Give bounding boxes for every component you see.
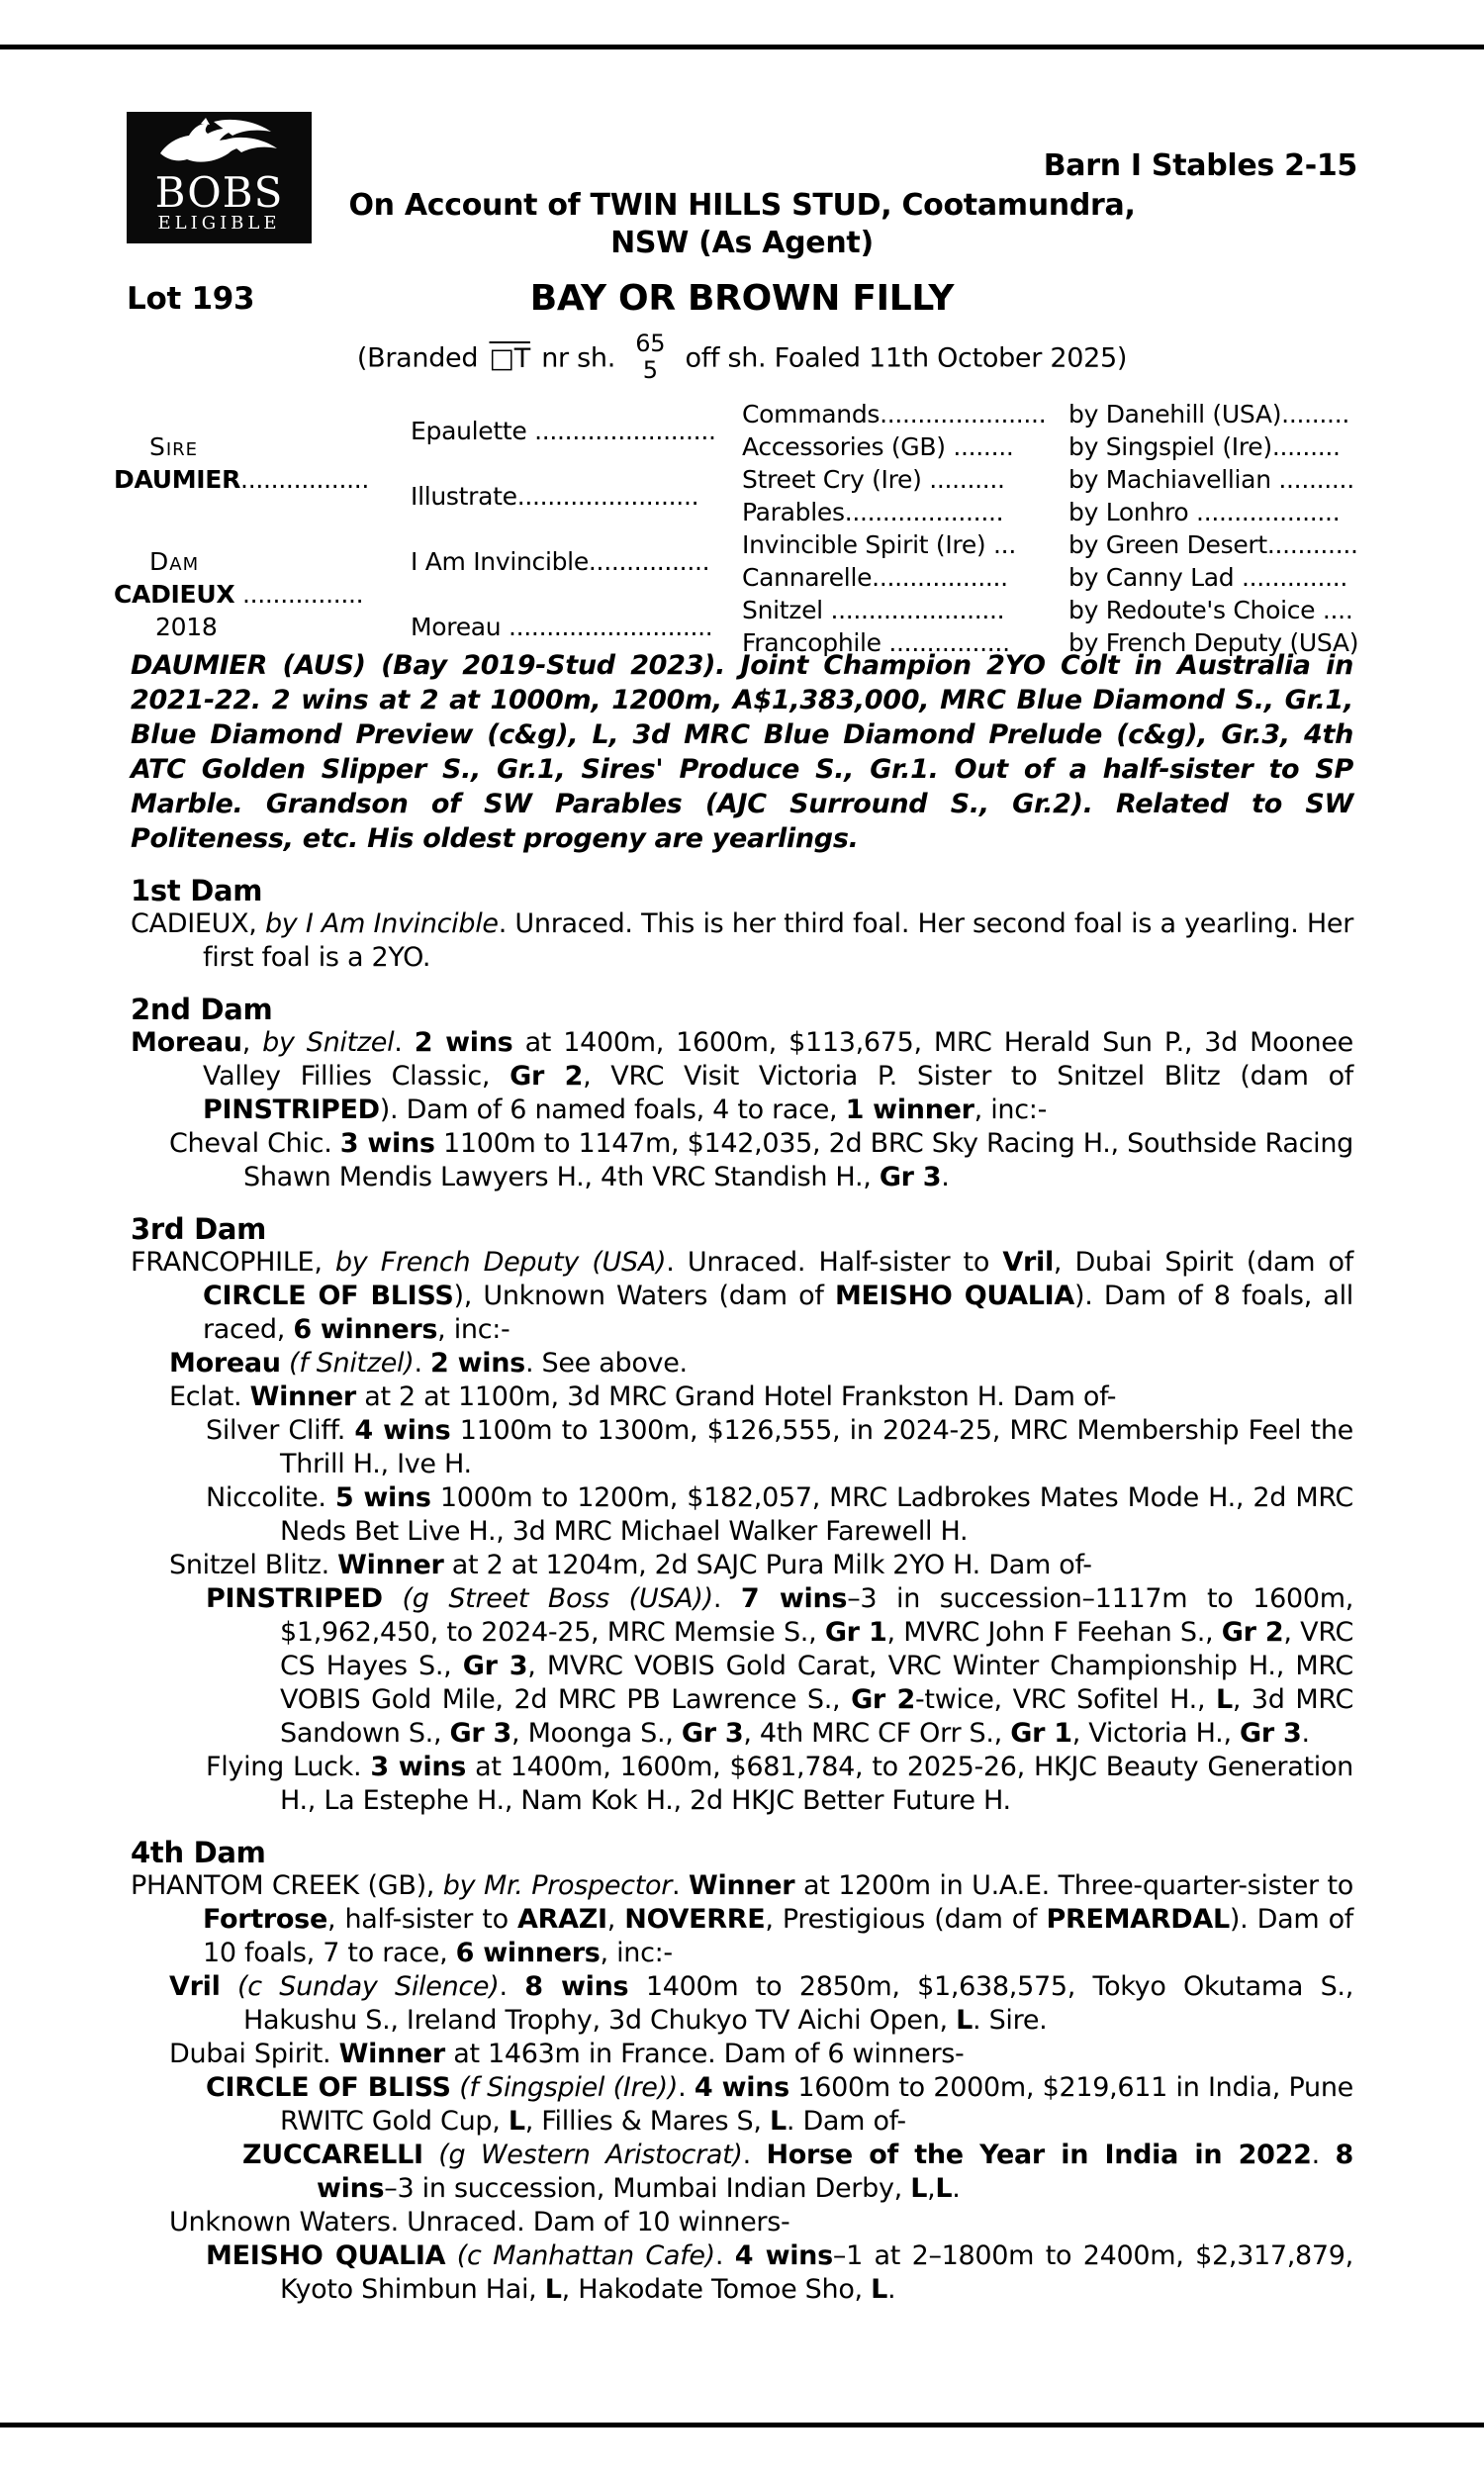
logo-text-bobs: BOBS [154, 168, 284, 217]
gen4-sire: by Redoute's Choice .... [1068, 596, 1353, 624]
gen3-name: Street Cry (Ire) .......... [742, 465, 1005, 494]
lot-number: Lot 193 [127, 281, 255, 317]
brand-number-top: 65 [635, 330, 666, 357]
vendor-account-line2: NSW (As Agent) [610, 226, 874, 260]
dam-section-heading: 2nd Dam [131, 993, 273, 1026]
branding-line [0, 330, 1484, 386]
pedigree-paragraph: Silver Cliff. 4 wins 1100m to 1300m, $126,555, in 2024-25, MRC Membership Feel the Thrill H., Ive H. [206, 1415, 1353, 1479]
dam-year: 2018 [155, 612, 218, 641]
sire-cell [114, 398, 411, 528]
brand-number-fraction [635, 331, 665, 384]
gen3-name: Parables..................... [742, 498, 1004, 526]
pedigree-paragraph: FRANCOPHILE, by French Deputy (USA). Unraced. Half-sister to Vril, Dubai Spirit (dam of CIRCLE OF BLISS), Unknown Waters (dam of MEISHO QUALIA). Dam of 8 foals, all raced, 6 winners, inc:- [131, 1247, 1354, 1345]
dam-section-heading: 3rd Dam [131, 1212, 267, 1246]
branded-mid: nr sh. [541, 342, 615, 374]
sire-label: Sire [149, 432, 199, 461]
pedigree-paragraph: Moreau (f Snitzel). 2 wins. See above. [169, 1348, 688, 1379]
pedigree-paragraph: Dubai Spirit. Winner at 1463m in France. Dam of 6 winners- [169, 2039, 965, 2069]
granddam-maternal: Moreau ........................... [411, 612, 713, 641]
logo-text-eligible: ELIGIBLE [157, 213, 281, 234]
pedigree-paragraph: Eclat. Winner at 2 at 1100m, 3d MRC Grand Hotel Frankston H. Dam of- [169, 1381, 1117, 1412]
pedigree-paragraph: MEISHO QUALIA (c Manhattan Cafe). 4 wins–1 at 2–1800m to 2400m, $2,317,879, Kyoto Shimbun Hai, L, Hakodate Tomoe Sho, L. [206, 2240, 1353, 2305]
pedigree-paragraph: Unknown Waters. Unraced. Dam of 10 winners- [169, 2207, 790, 2237]
barn-stables-location: Barn I Stables 2-15 [1043, 148, 1357, 183]
pedigree-paragraph: Cheval Chic. 3 wins 1100m to 1147m, $142,035, 2d BRC Sky Racing H., Southside Racing Shawn Mendis Lawyers H., 4th VRC Standish H., Gr 3. [169, 1128, 1353, 1192]
gen4-sire: by Machiavellian .......... [1068, 465, 1354, 494]
vendor-account-line1: On Account of TWIN HILLS STUD, Cootamundra, [348, 188, 1136, 223]
pedigree-paragraph: Moreau, by Snitzel. 2 wins at 1400m, 1600m, $113,675, MRC Herald Sun P., 3d Moonee Valley Fillies Classic, Gr 2, VRC Visit Victoria P. Sister to Snitzel Blitz (dam of PINSTRIPED). Dam of 6 named foals, 4 to race, 1 winner, inc:- [131, 1027, 1353, 1125]
sire-name: DAUMIER................. [114, 465, 370, 494]
granddam-paternal: Illustrate........................ [411, 481, 699, 511]
gen3-name: Francophile ................ [742, 628, 1010, 657]
gen4-sire: by Green Desert............ [1068, 530, 1358, 559]
brand-mark-symbol: □T [489, 342, 530, 374]
pedigree-paragraph: Niccolite. 5 wins 1000m to 1200m, $182,057, MRC Ladbrokes Mates Mode H., 2d MRC Neds Bet Live H., 3d MRC Michael Walker Farewell H. [206, 1482, 1353, 1547]
pedigree-table [114, 398, 1380, 659]
gen3-name: Invincible Spirit (Ire) ... [742, 530, 1016, 559]
dam-name: CADIEUX ................ [114, 579, 364, 609]
bottom-rule [0, 2423, 1484, 2427]
pedigree-paragraph: Snitzel Blitz. Winner at 2 at 1204m, 2d SAJC Pura Milk 2YO H. Dam of- [169, 1550, 1092, 1580]
dam-cell [114, 528, 411, 659]
gen4-sire: by French Deputy (USA) [1068, 628, 1359, 657]
pedigree-paragraph: ZUCCARELLI (g Western Aristocrat). Horse of the Year in India in 2022. 8 wins–3 in succession, Mumbai Indian Derby, L,L. [242, 2140, 1353, 2204]
dam-section-heading: 4th Dam [131, 1836, 266, 1869]
gen4-sire: by Danehill (USA)......... [1068, 400, 1349, 428]
catalogue-body [131, 648, 1353, 2307]
pedigree-paragraph: Vril (c Sunday Silence). 8 wins 1400m to 2850m, $1,638,575, Tokyo Okutama S., Hakushu S., Ireland Trophy, 3d Chukyo TV Aichi Open, L. Sire. [169, 1971, 1353, 2036]
dam-sections [131, 874, 1353, 2307]
pedigree-paragraph: PINSTRIPED (g Street Boss (USA)). 7 wins–3 in succession–1117m to 1600m, $1,962,450, to 2024-25, MRC Memsie S., Gr 1, MVRC John F Feehan S., Gr 2, VRC CS Hayes S., Gr 3, MVRC VOBIS Gold Carat, VRC Winter Championship H., MRC VOBIS Gold Mile, 2d MRC PB Lawrence S., Gr 2-twice, VRC Sofitel H., L, 3d MRC Sandown S., Gr 3, Moonga S., Gr 3, 4th MRC CF Orr S., Gr 1, Victoria H., Gr 3. [206, 1583, 1354, 1749]
gen3-name: Cannarelle.................. [742, 563, 1008, 592]
gen3-name: Commands...................... [742, 400, 1047, 428]
gen4-sire: by Lonhro ................... [1068, 498, 1341, 526]
pedigree-paragraph: PHANTOM CREEK (GB), by Mr. Prospector. Winner at 1200m in U.A.E. Three-quarter-sister to Fortrose, half-sister to ARAZI, NOVERRE, Prestigious (dam of PREMARDAL). Dam of 10 foals, 7 to race, 6 winners, inc:- [131, 1870, 1354, 1968]
sire-summary-paragraph: DAUMIER (AUS) (Bay 2019-Stud 2023). Joint Champion 2YO Colt in Australia in 2021-22. 2 wins at 2 at 1000m, 1200m, A$1,383,000, MRC Blue Diamond S., Gr.1, Blue Diamond Preview (c&g), L, 3d MRC Blue Diamond Prelude (c&g), Gr.3, 4th ATC Golden Slipper S., Gr.1, Sires' Produce S., Gr.1. Out of a half-sister to SP Marble. Grandson of SW Parables (AJC Surround S., Gr.2). Related to SW Politeness, etc. His oldest progeny are yearlings. [131, 650, 1353, 854]
branded-prefix: (Branded [356, 342, 479, 374]
pedigree-paragraph: CIRCLE OF BLISS (f Singspiel (Ire)). 4 wins 1600m to 2000m, $219,611 in India, Pune RWITC Gold Cup, L, Fillies & Mares S, L. Dam of- [206, 2072, 1353, 2137]
brand-number-bottom: 5 [642, 356, 658, 384]
bobs-eligible-logo [127, 112, 312, 243]
gen4-sire: by Canny Lad .............. [1068, 563, 1348, 592]
gen3-name: Snitzel ....................... [742, 596, 1005, 624]
dam-label: Dam [149, 546, 200, 576]
horse-head-icon [154, 112, 285, 173]
top-rule [0, 45, 1484, 49]
pedigree-paragraph: CADIEUX, by I Am Invincible. Unraced. This is her third foal. Her second foal is a yearling. Her first foal is a 2YO. [131, 908, 1353, 973]
gen3-name: Accessories (GB) ........ [742, 432, 1014, 461]
horse-description-title: BAY OR BROWN FILLY [529, 278, 955, 319]
branded-suffix: off sh. Foaled 11th October 2025) [685, 342, 1128, 374]
dam-section-heading: 1st Dam [131, 874, 263, 907]
grandsire-maternal: I Am Invincible................ [411, 546, 710, 576]
grandsire-paternal: Epaulette ........................ [411, 416, 716, 445]
pedigree-paragraph: Flying Luck. 3 wins at 1400m, 1600m, $681,784, to 2025-26, HKJC Beauty Generation H., La Estephe H., Nam Kok H., 2d HKJC Better Future H. [206, 1752, 1353, 1816]
gen4-sire: by Singspiel (Ire)......... [1068, 432, 1341, 461]
